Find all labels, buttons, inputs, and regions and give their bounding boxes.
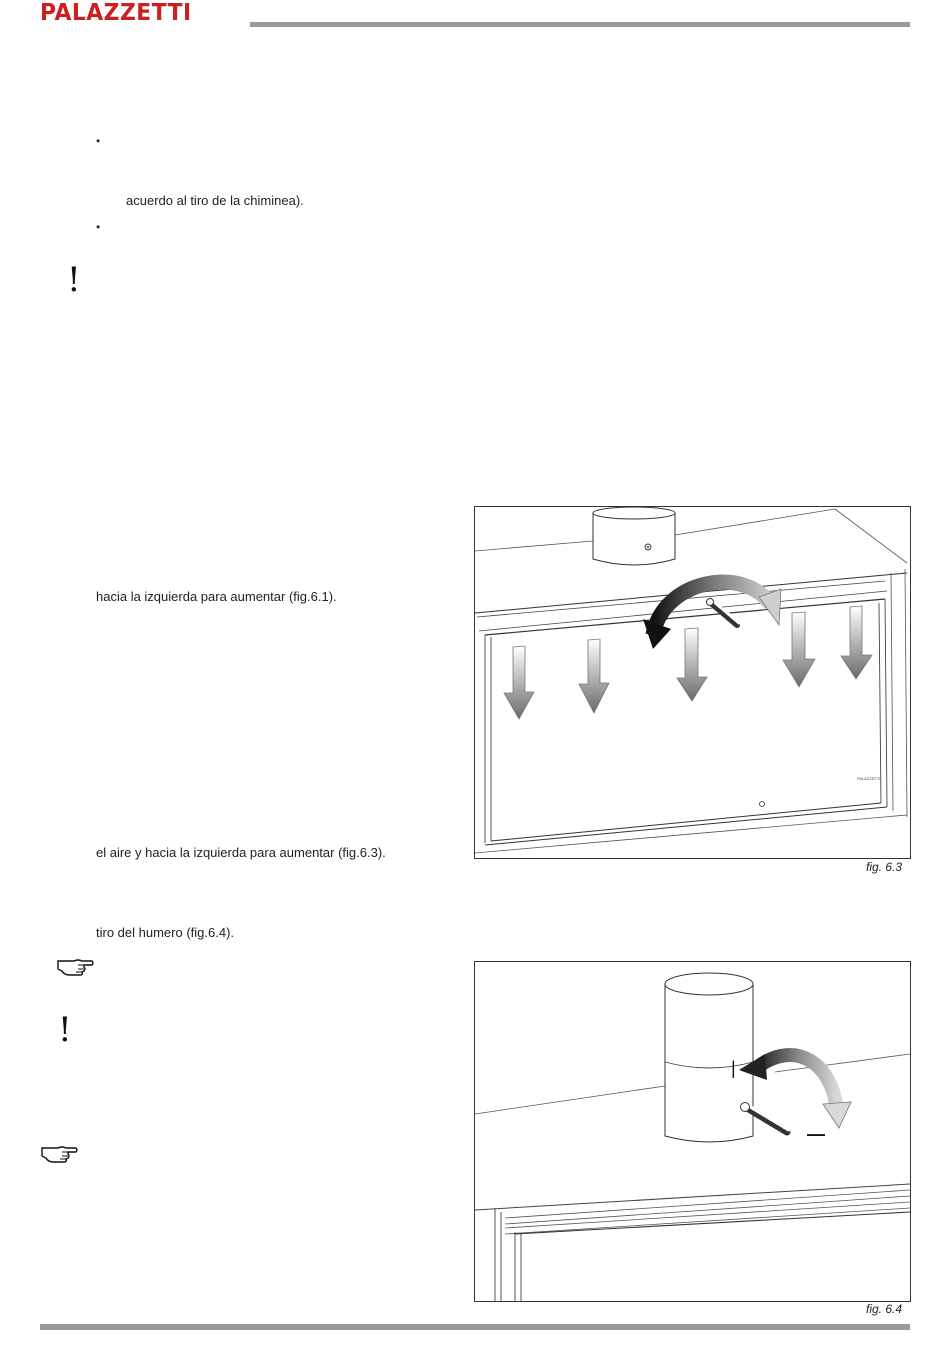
brand-logo: PALAZZETTI — [40, 0, 192, 26]
exclamation-icon: ! — [67, 260, 81, 300]
body-line-1: acuerdo al tiro de la chiminea). — [126, 193, 304, 208]
air-regulator-knob — [707, 599, 740, 626]
footer-rule — [40, 1324, 910, 1330]
header-rule — [250, 22, 910, 27]
flue-damper-illustration — [475, 962, 910, 1301]
minus-mark: — — [807, 1124, 825, 1144]
body-line-2: hacia la izquierda para aumentar (fig.6.1). — [96, 589, 337, 604]
fireplace-door-illustration — [475, 507, 910, 858]
pointing-hand-icon — [56, 953, 96, 977]
bullet-2: • — [96, 220, 101, 234]
body-line-3: el aire y hacia la izquierda para aumentar (fig.6.3). — [96, 845, 386, 860]
figure-6-3 — [474, 506, 911, 859]
bullet-1: • — [96, 134, 101, 148]
pointing-hand-icon — [40, 1140, 80, 1164]
exclamation-icon: ! — [58, 1010, 72, 1050]
plus-mark: | — [731, 1058, 736, 1078]
figure-caption: fig. 6.4 — [866, 1302, 903, 1316]
figure-caption: fig. 6.3 — [866, 860, 903, 874]
body-line-4: tiro del humero (fig.6.4). — [96, 925, 235, 940]
figure-6-4 — [474, 961, 911, 1302]
brand-plate: PALAZZETTI — [857, 776, 881, 781]
